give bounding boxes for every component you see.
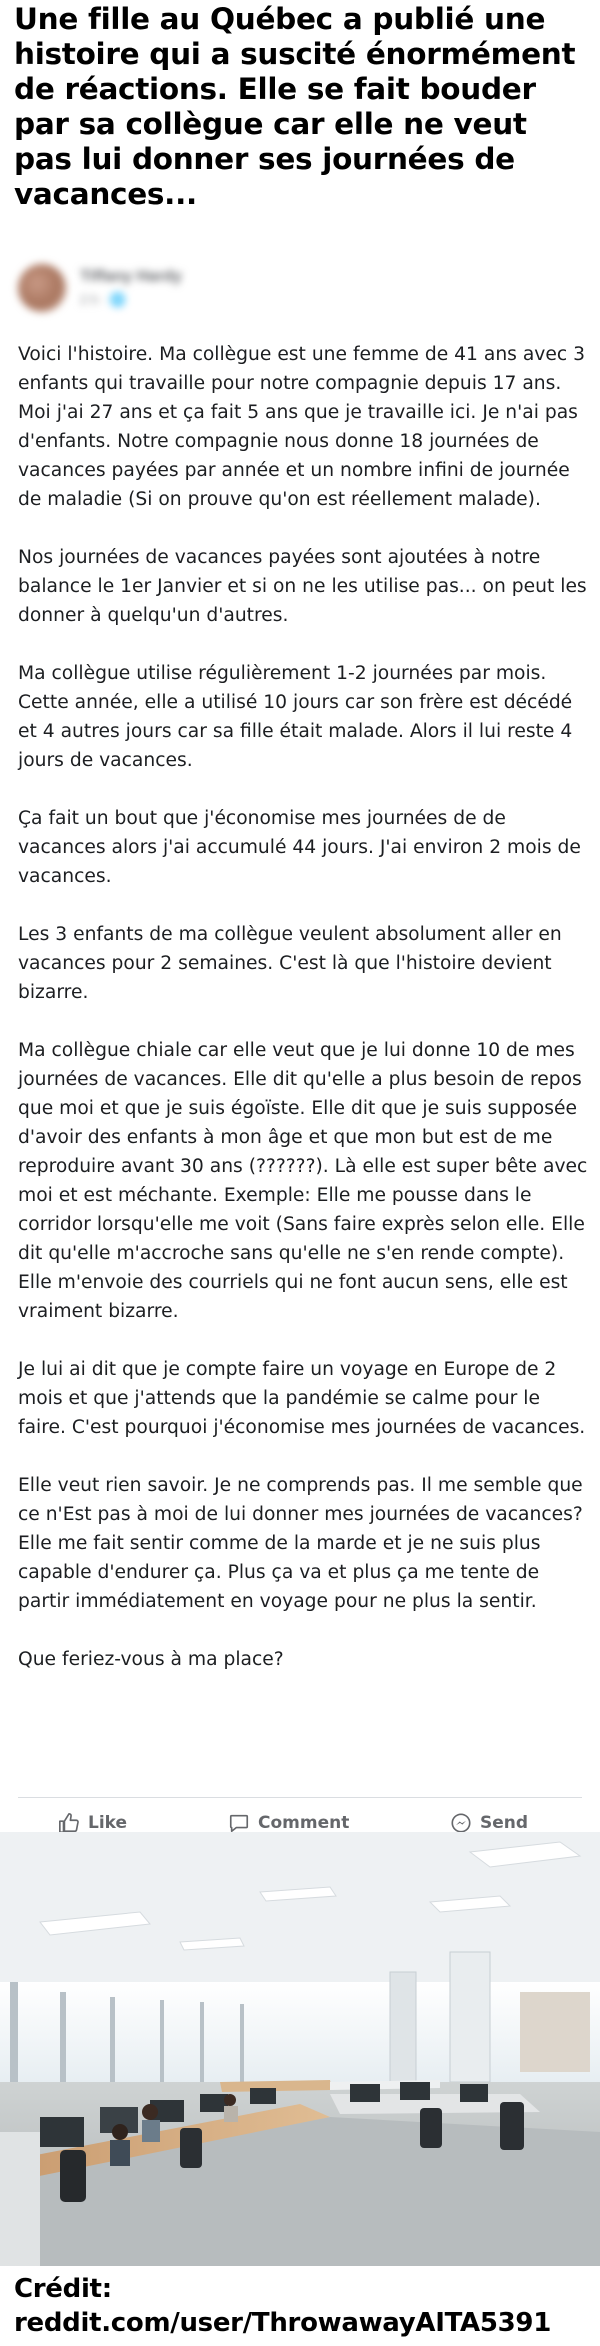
author-meta: 2 h · 🌐 bbox=[80, 292, 126, 307]
comment-icon bbox=[228, 1812, 250, 1832]
post-paragraph: Ça fait un bout que j'économise mes journées de de vacances alors j'ai accumulé 44 jours. J'ai environ 2 mois de vacances. bbox=[18, 808, 581, 887]
post-paragraph: Les 3 enfants de ma collègue veulent absolument aller en vacances pour 2 semaines. C'est là que l'histoire devient bizarre. bbox=[18, 924, 562, 1003]
credit-label: Crédit: bbox=[14, 2274, 112, 2304]
post-author[interactable] bbox=[18, 264, 318, 324]
actions-divider bbox=[18, 1797, 582, 1798]
avatar[interactable] bbox=[18, 264, 66, 312]
post-paragraph: Que feriez-vous à ma place? bbox=[18, 1649, 284, 1670]
messenger-icon bbox=[450, 1812, 472, 1832]
open-office-illustration bbox=[0, 1832, 600, 2266]
comment-button[interactable] bbox=[228, 1812, 349, 1832]
credit bbox=[14, 2272, 594, 2340]
post-paragraph: Je lui ai dit que je compte faire un voyage en Europe de 2 mois et que j'attends que la pandémie se calme pour le faire. C'est pourquoi j'économise mes journées de vacances. bbox=[18, 1359, 586, 1438]
like-button[interactable] bbox=[58, 1812, 127, 1832]
post-paragraph: Elle veut rien savoir. Je ne comprends pas. Il me semble que ce n'Est pas à moi de lui donner mes journées de vacances? Elle me fait sentir comme de la marde et je ne suis plus capable d'endurer ça. Plus ça va et plus ça me tente de partir immédiatement en voyage pour ne plus la sentir. bbox=[18, 1475, 583, 1612]
post-body bbox=[18, 340, 590, 1674]
headline: Une fille au Québec a publié une histoire qui a suscité énormément de réactions. Elle se fait bouder par sa collègue car elle ne veut pas lui donner ses journées de vacances... bbox=[14, 2, 576, 211]
post-paragraph: Ma collègue utilise régulièrement 1-2 journées par mois. Cette année, elle a utilisé 10 jours car son frère est décédé et 4 autres jours car sa fille était malade. Alors il lui reste 4 jours de vacances. bbox=[18, 663, 573, 771]
thumbs-up-icon bbox=[58, 1812, 80, 1832]
office-photo bbox=[0, 1832, 600, 2266]
credit-link[interactable]: reddit.com/user/ThrowawayAITA5391 bbox=[14, 2308, 552, 2338]
facebook-post bbox=[0, 224, 600, 1832]
post-actions bbox=[0, 1812, 600, 1832]
post-paragraph: Ma collègue chiale car elle veut que je lui donne 10 de mes journées de vacances. Elle dit qu'elle a plus besoin de repos que moi et que je suis égoïste. Elle dit que je suis supposée d'avoir des enfants à mon âge et que mon but est de me reproduire avant 30 ans (??????). Là elle est super bête avec moi et est méchante. Exemple: Elle me pousse dans le corridor lorsqu'elle me voit (Sans faire exprès selon elle. Elle dit qu'elle m'accroche sans qu'elle ne s'en rende compte). Elle m'envoie des courriels qui ne font aucun sens, elle est vraiment bizarre. bbox=[18, 1040, 588, 1322]
like-label: Like bbox=[88, 1813, 128, 1832]
comment-label: Comment bbox=[258, 1813, 350, 1832]
send-button[interactable] bbox=[450, 1812, 528, 1832]
send-label: Send bbox=[480, 1813, 529, 1832]
post-paragraph: Nos journées de vacances payées sont ajoutées à notre balance le 1er Janvier et si on ne les utilise pas... on peut les donner à quelqu'un d'autres. bbox=[18, 547, 587, 626]
post-paragraph: Voici l'histoire. Ma collègue est une femme de 41 ans avec 3 enfants qui travaille pour notre compagnie depuis 17 ans. Moi j'ai 27 ans et ça fait 5 ans que je travaille ici. Je n'ai pas d'enfants. Notre compagnie nous donne 18 journées de vacances payées par année et un nombre infini de journée de maladie (Si on prouve qu'on est réellement malade). bbox=[18, 344, 585, 510]
author-name[interactable]: Tiffany Hardy bbox=[80, 268, 182, 285]
